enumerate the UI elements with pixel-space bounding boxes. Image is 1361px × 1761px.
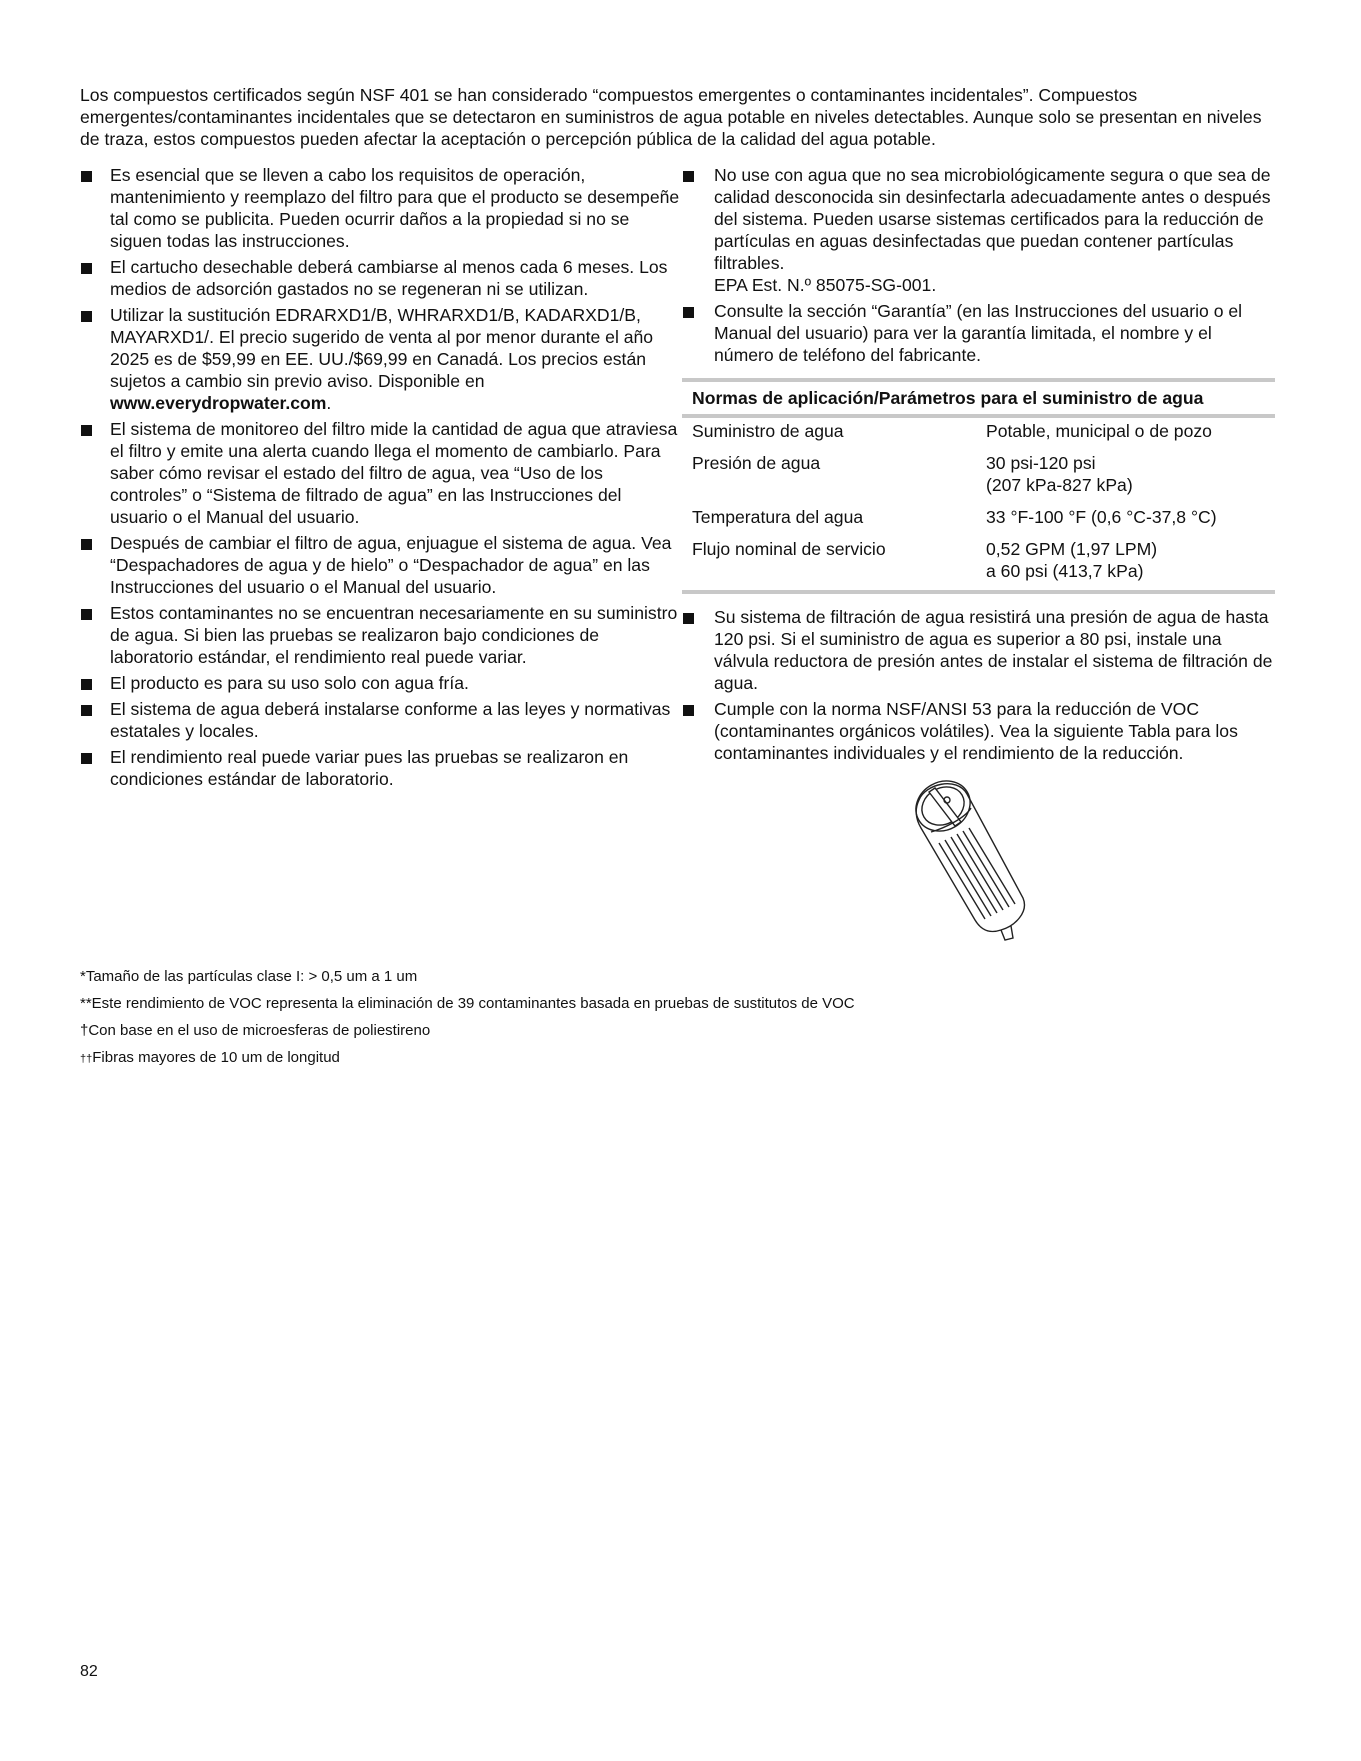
bullet-square-icon	[683, 307, 694, 318]
list-item	[80, 256, 680, 300]
epa-establishment-number: EPA Est. N.º 85075-SG-001.	[714, 275, 937, 295]
page-number: 82	[80, 1663, 98, 1680]
footnote-microspheres	[80, 1022, 1280, 1040]
param-value	[976, 418, 1275, 450]
param-value-line: (207 kPa-827 kPa)	[986, 475, 1133, 495]
list-item	[80, 672, 680, 694]
param-name: Presión de agua	[692, 453, 821, 473]
bullet-text: Su sistema de filtración de agua resistirá una presión de agua de hasta 120 psi. Si el suministro de agua es superior a 80 psi, instale una válvula reductora de presión antes de instalar el sistema de filtración de agua.	[714, 607, 1273, 693]
list-item	[80, 532, 680, 598]
parameters-grid	[682, 418, 1275, 590]
table-bottom-rule	[682, 590, 1275, 594]
bullet-square-icon	[81, 609, 92, 620]
bullet-square-icon	[81, 705, 92, 716]
bullet-text: Estos contaminantes no se encuentran necesariamente en su suministro de agua. Si bien las pruebas se realizaron bajo condiciones de laboratorio estándar, el rendimiento real puede variar.	[110, 603, 678, 667]
double-dagger-mark: ††	[80, 1053, 93, 1065]
bullet-text: Cumple con la norma NSF/ANSI 53 para la reducción de VOC (contaminantes orgánicos volátiles). Vea la siguiente Tabla para los contaminantes individuales y el rendimiento de la reducción.	[714, 699, 1238, 763]
bullet-text: Es esencial que se lleven a cabo los requisitos de operación, mantenimiento y reemplazo del filtro para que el producto se desempeñe tal como se publicita. Pueden ocurrir daños a la propiedad si no se siguen todas las instrucciones.	[110, 165, 680, 251]
footnote-fibers	[80, 1049, 1280, 1068]
list-item	[682, 300, 1275, 366]
bullet-square-icon	[683, 705, 694, 716]
parameters-table	[682, 378, 1275, 594]
bullet-square-icon	[81, 753, 92, 764]
bullet-square-icon	[81, 539, 92, 550]
bullet-text: Después de cambiar el filtro de agua, enjuague el sistema de agua. Vea “Despachadores de agua y de hielo” o “Despachador de agua” en las Instrucciones del usuario o el Manual del usuario.	[110, 533, 672, 597]
bullet-square-icon	[683, 613, 694, 624]
param-name: Suministro de agua	[692, 421, 844, 441]
everydropwater-link[interactable]: www.everydropwater.com	[110, 393, 327, 413]
table-row	[682, 536, 1275, 590]
list-item	[80, 602, 680, 668]
table-row	[682, 450, 1275, 504]
param-value-line: 30 psi-120 psi	[986, 453, 1096, 473]
bullet-text: El rendimiento real puede variar pues las pruebas se realizaron en condiciones estándar de laboratorio.	[110, 747, 629, 789]
left-bullet-list	[80, 164, 680, 790]
bullet-square-icon	[683, 171, 694, 182]
param-value	[976, 536, 1275, 590]
bullet-text: Consulte la sección “Garantía” (en las Instrucciones del usuario o el Manual del usuario) para ver la garantía limitada, el nombre y el número de teléfono del fabricante.	[714, 301, 1243, 365]
list-item	[682, 698, 1275, 764]
list-item	[80, 304, 680, 414]
footnote-voc: **Este rendimiento de VOC representa la eliminación de 39 contaminantes basada en pruebas de sustitutos de VOC	[80, 995, 855, 1012]
left-column	[80, 164, 680, 794]
bullet-square-icon	[81, 171, 92, 182]
param-value-line: 33 °F-100 °F (0,6 °C-37,8 °C)	[986, 507, 1217, 527]
list-item	[682, 606, 1275, 694]
list-item	[682, 164, 1275, 296]
param-value-line: 0,52 GPM (1,97 LPM)	[986, 539, 1158, 559]
list-item	[80, 746, 680, 790]
intro-paragraph: Los compuestos certificados según NSF 401 se han considerado “compuestos emergentes o contaminantes incidentales”. Compuestos emergentes/contaminantes incidentales que se detectaron en suministros de agua potable en niveles detectables. Aunque solo se presentan en niveles de traza, estos compuestos pueden afectar la aceptación o percepción pública de la calidad del agua potable.	[80, 85, 1262, 149]
list-item	[80, 698, 680, 742]
footnote-text: Fibras mayores de 10 um de longitud	[92, 1049, 340, 1066]
bullet-text: Utilizar la sustitución EDRARXD1/B, WHRARXD1/B, KADARXD1/B, MAYARXD1/. El precio sugerido de venta al por menor durante el año 2025 es de $59,99 en EE. UU./$69,99 en Canadá. Los precios están sujetos a cambio sin previo aviso. Disponible en	[110, 305, 654, 391]
right-bullet-list-bottom	[682, 606, 1275, 764]
dagger-mark: †	[80, 1022, 89, 1039]
list-item	[80, 164, 680, 252]
param-name: Flujo nominal de servicio	[692, 539, 886, 559]
water-filter-cartridge-icon	[905, 770, 1045, 945]
param-name: Temperatura del agua	[692, 507, 864, 527]
param-value	[976, 450, 1275, 504]
list-item	[80, 418, 680, 528]
bullet-text: El sistema de agua deberá instalarse conforme a las leyes y normativas estatales y locales.	[110, 699, 671, 741]
table-row	[682, 418, 1275, 450]
param-value	[976, 504, 1275, 536]
table-row	[682, 504, 1275, 536]
bullet-square-icon	[81, 263, 92, 274]
param-value-line: a 60 psi (413,7 kPa)	[986, 561, 1144, 581]
bullet-square-icon	[81, 679, 92, 690]
footnotes	[80, 968, 1280, 1077]
footnote-particle-size: *Tamaño de las partículas clase I: > 0,5 um a 1 um	[80, 968, 418, 985]
bullet-text: El producto es para su uso solo con agua fría.	[110, 673, 469, 693]
footnote-text: Con base en el uso de microesferas de poliestireno	[88, 1022, 431, 1039]
param-value-line: Potable, municipal o de pozo	[986, 421, 1212, 441]
bullet-text-end: .	[326, 393, 332, 413]
table-title: Normas de aplicación/Parámetros para el suministro de agua	[682, 378, 1275, 418]
right-column	[682, 164, 1275, 768]
right-bullet-list-top	[682, 164, 1275, 366]
bullet-square-icon	[81, 425, 92, 436]
bullet-text: El sistema de monitoreo del filtro mide la cantidad de agua que atraviesa el filtro y emite una alerta cuando llega el momento de cambiarlo. Para saber cómo revisar el estado del filtro de agua, vea “Uso de los controles” o “Sistema de filtrado de agua” en las Instrucciones del usuario o el Manual del usuario.	[110, 419, 678, 527]
bullet-text: El cartucho desechable deberá cambiarse al menos cada 6 meses. Los medios de adsorción gastados no se regeneran ni se utilizan.	[110, 257, 668, 299]
bullet-square-icon	[81, 311, 92, 322]
bullet-text: No use con agua que no sea microbiológicamente segura o que sea de calidad desconocida sin desinfectarla adecuadamente antes o después del sistema. Pueden usarse sistemas certificados para la reducción de partículas en aguas desinfectadas que puedan contener partículas filtrables.	[714, 165, 1271, 273]
